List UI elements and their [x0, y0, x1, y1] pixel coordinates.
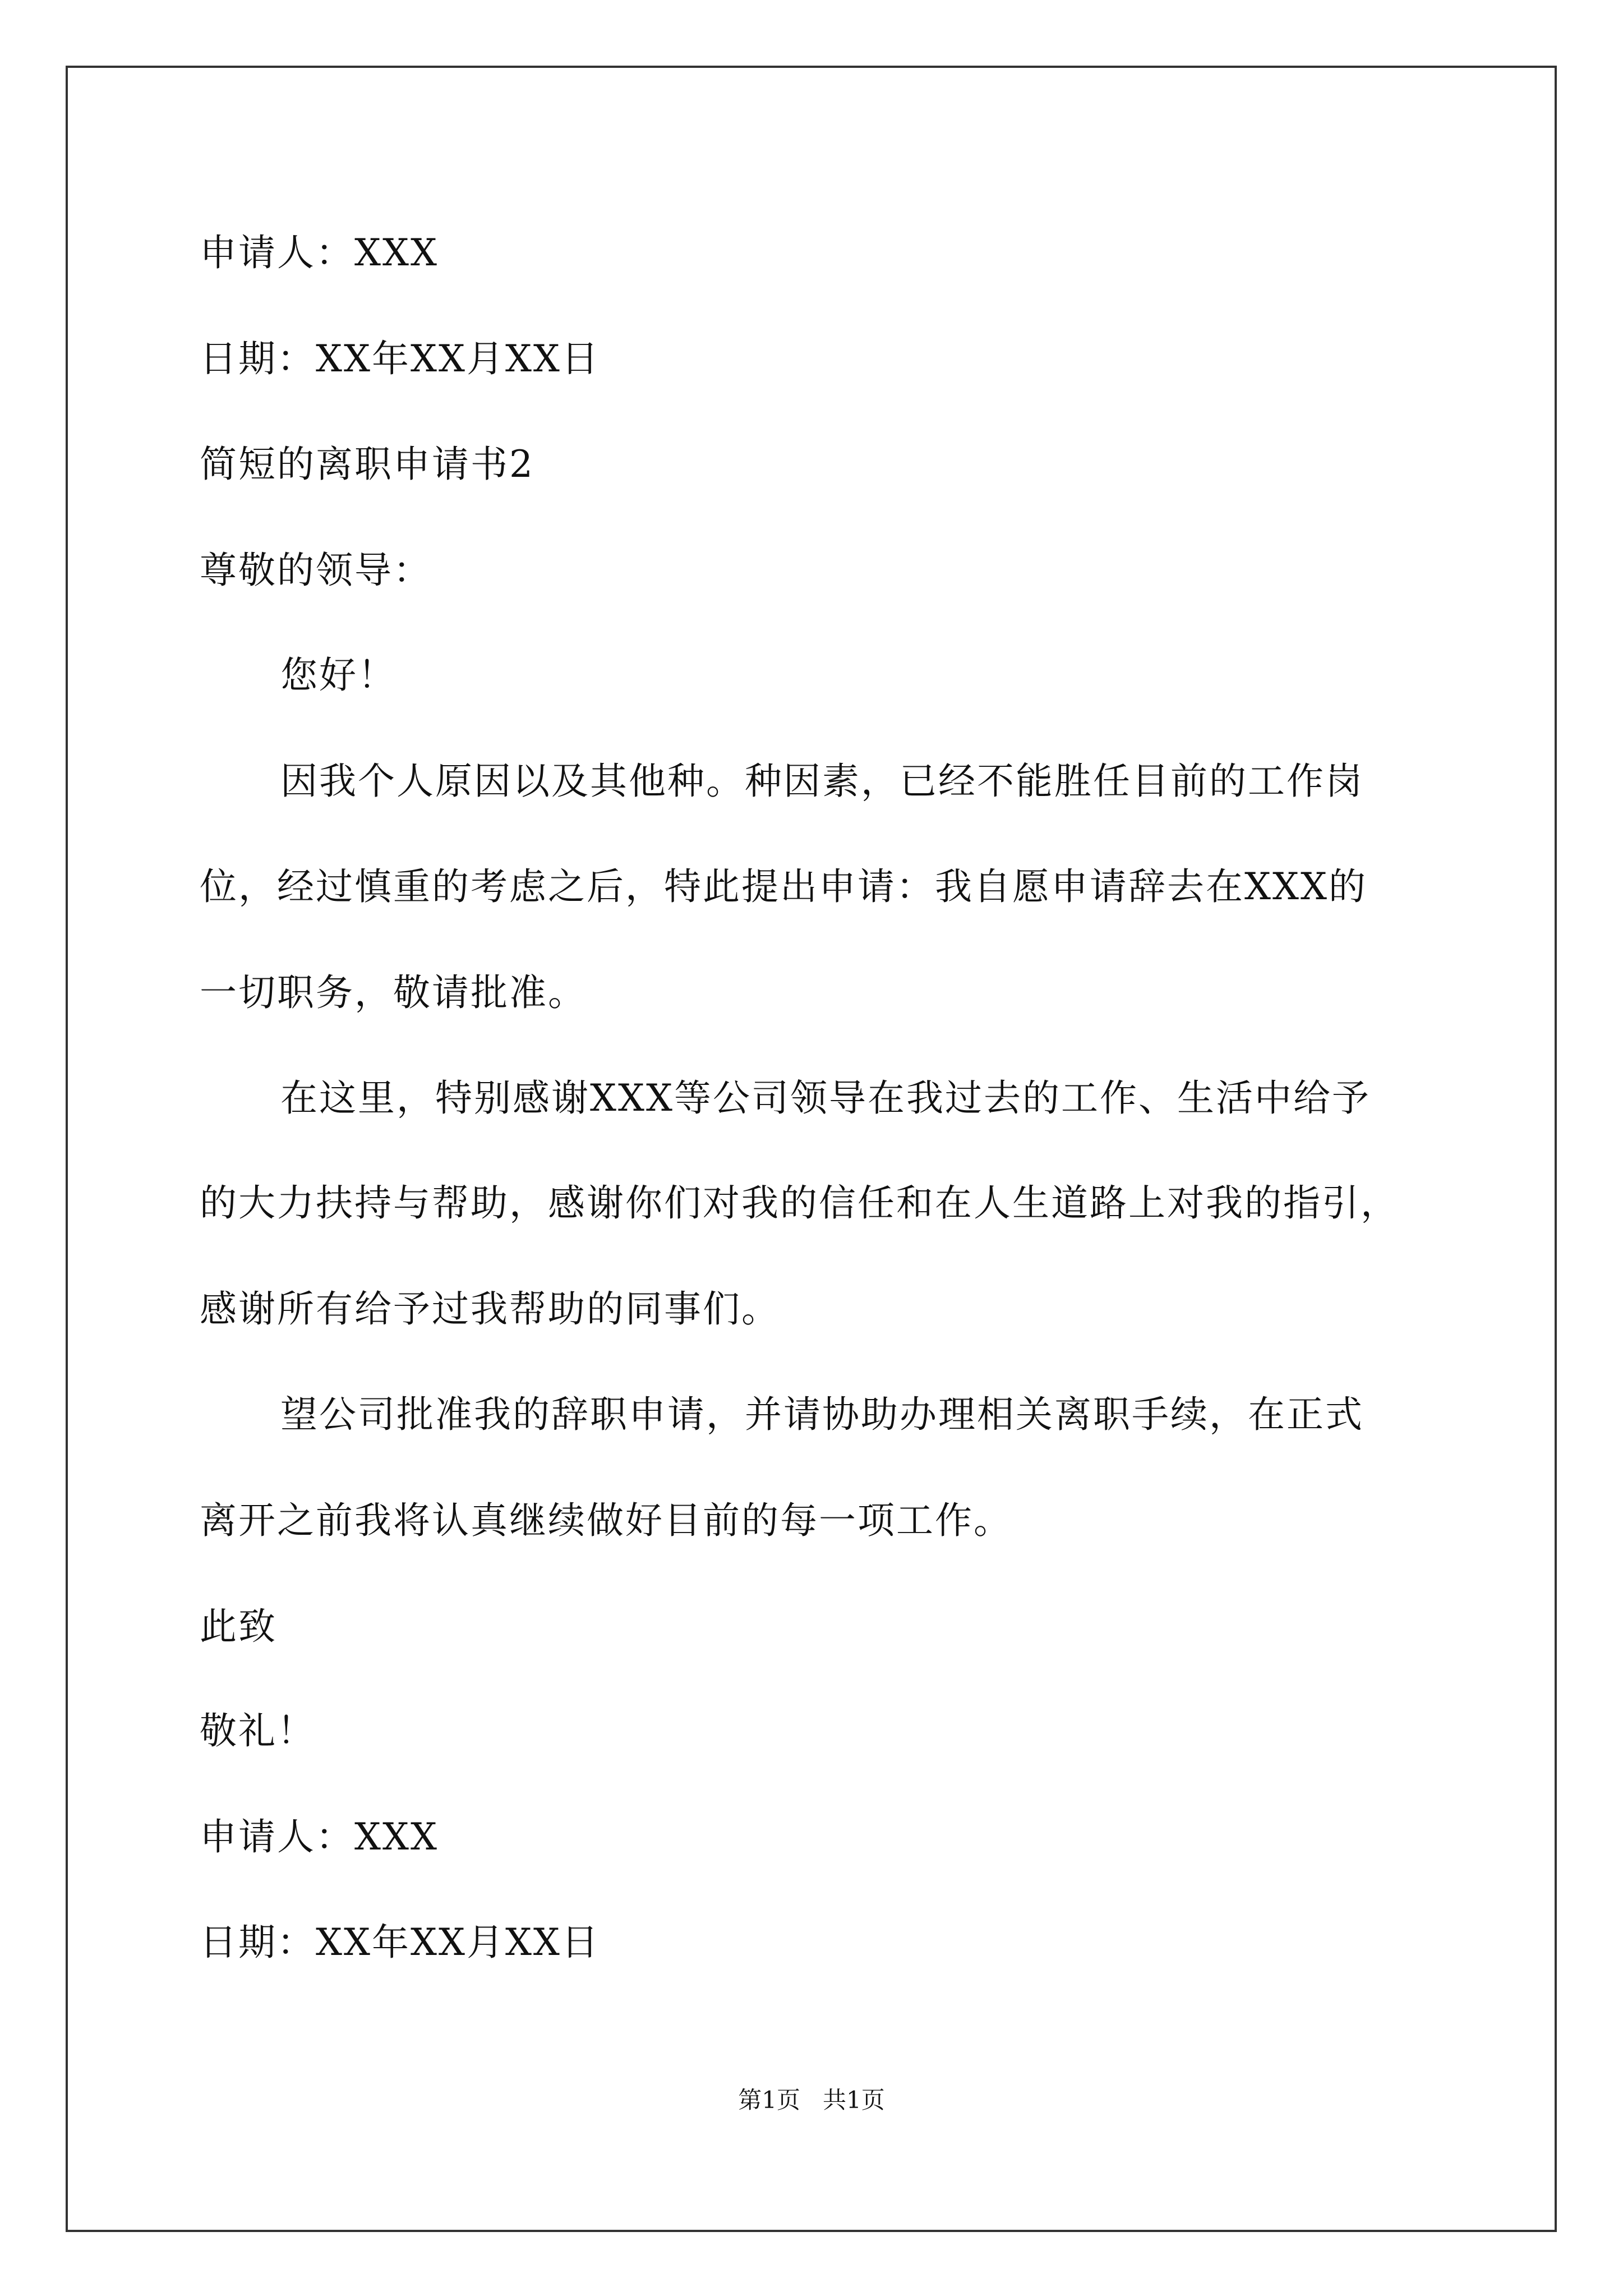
paragraph-3-line-2: 离开之前我将认真继续做好目前的每一项工作。 — [200, 1499, 1012, 1542]
applicant-line: 申请人：XXX — [200, 231, 439, 274]
page-number-footer: 第1页 共1页 — [738, 2086, 885, 2114]
salutation: 尊敬的领导： — [200, 549, 432, 592]
closing-1: 此致 — [200, 1605, 277, 1648]
date-line-2: 日期：XX年XX月XX日 — [200, 1921, 600, 1964]
paragraph-2-line-3: 感谢所有给予过我帮助的同事们。 — [200, 1287, 780, 1331]
paragraph-2-line-1: 在这里，特别感谢XXX等公司领导在我过去的工作、生活中给予 — [280, 1076, 1371, 1120]
paragraph-1-line-3: 一切职务，敬请批准。 — [200, 971, 587, 1014]
greeting: 您好！ — [280, 654, 396, 697]
paragraph-2-line-2: 的大力扶持与帮助，感谢你们对我的信任和在人生道路上对我的指引， — [200, 1181, 1399, 1225]
paragraph-3-line-1: 望公司批准我的辞职申请，并请协助办理相关离职手续，在正式 — [280, 1393, 1364, 1436]
applicant-line-2: 申请人：XXX — [200, 1815, 439, 1858]
date-line: 日期：XX年XX月XX日 — [200, 337, 600, 380]
paragraph-1-line-2: 位，经过慎重的考虑之后，特此提出申请：我自愿申请辞去在XXX的 — [200, 865, 1367, 908]
document-title: 简短的离职申请书2 — [200, 443, 534, 486]
page-border — [66, 66, 1557, 2232]
paragraph-1-line-1: 因我个人原因以及其他种。种因素，已经不能胜任目前的工作岗 — [280, 760, 1364, 803]
closing-2: 敬礼！ — [200, 1709, 316, 1752]
